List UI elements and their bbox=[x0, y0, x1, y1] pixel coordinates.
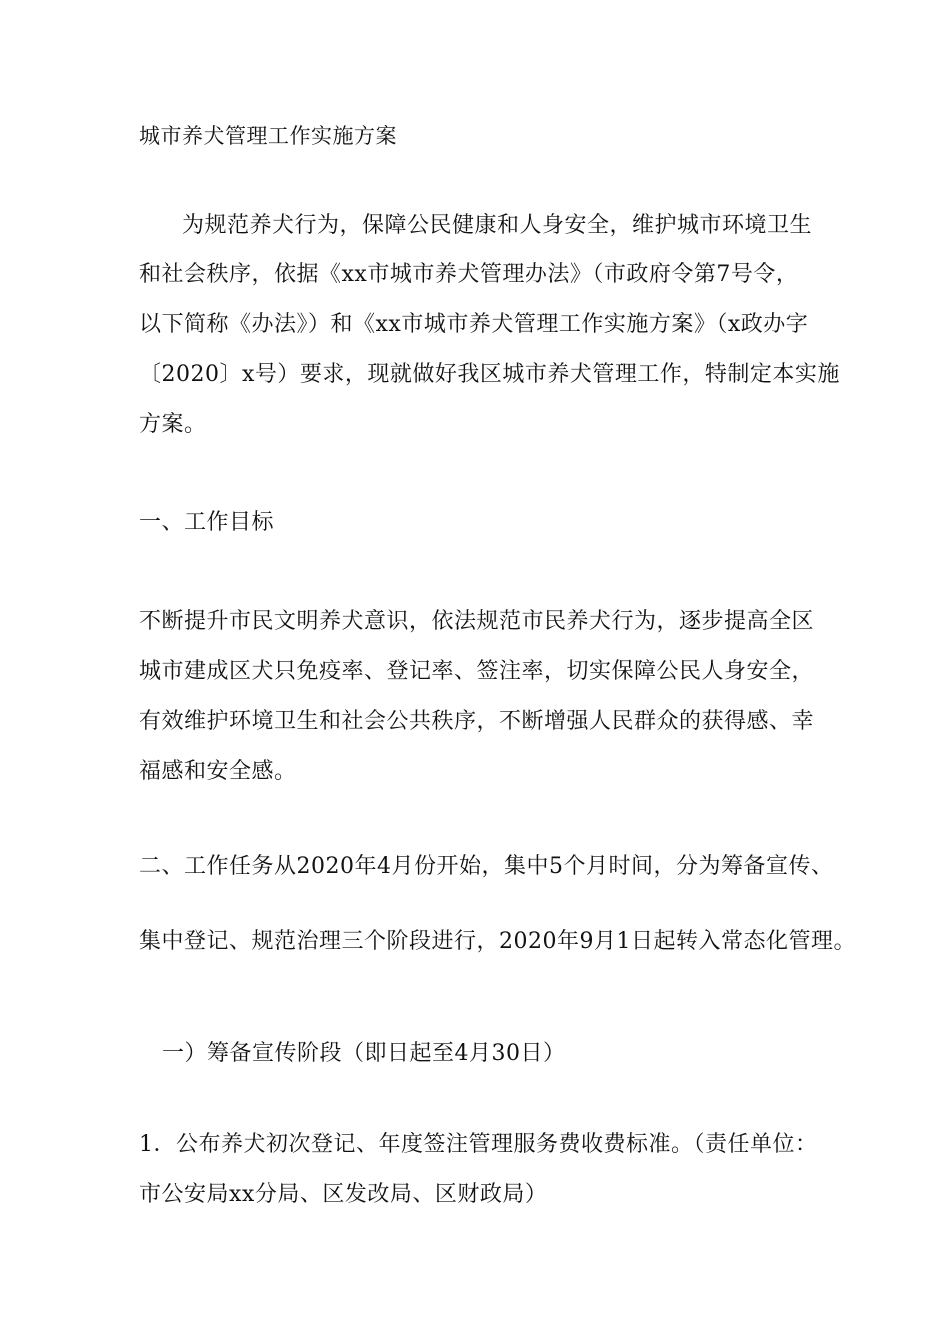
intro-line-4: 〔2020〕x号）要求，现就做好我区城市养犬管理工作，特制定本实施 bbox=[139, 362, 840, 387]
section2-line-1: 二、工作任务从2020年4月份开始，集中5个月时间，分为筹备宣传、 bbox=[139, 854, 834, 879]
section1-line-3: 有效维护环境卫生和社会公共秩序，不断增强人民群众的获得感、幸 bbox=[139, 709, 815, 734]
intro-line-3: 以下简称《办法》）和《xx市城市养犬管理工作实施方案》（x政办字 bbox=[139, 312, 809, 337]
section1-line-1: 不断提升市民文明养犬意识，依法规范市民养犬行为，逐步提高全区 bbox=[139, 609, 815, 634]
item1-line-2: 市公安局xx分局、区发改局、区财政局） bbox=[139, 1182, 548, 1207]
intro-line-1: 为规范养犬行为，保障公民健康和人身安全，维护城市环境卫生 bbox=[182, 213, 813, 238]
item1-line-1: 1．公布养犬初次登记、年度签注管理服务费收费标准。（责任单位： bbox=[139, 1132, 818, 1157]
intro-line-5: 方案。 bbox=[139, 412, 207, 437]
phase1-heading: 一）筹备宣传阶段（即日起至4月30日） bbox=[162, 1041, 566, 1066]
section2-line-2: 集中登记、规范治理三个阶段进行，2020年9月1日起转入常态化管理。 bbox=[139, 929, 856, 954]
section1-heading: 一、工作目标 bbox=[139, 510, 275, 535]
section1-line-4: 福感和安全感。 bbox=[139, 759, 297, 784]
section1-line-2: 城市建成区犬只免疫率、登记率、签注率，切实保障公民人身安全， bbox=[139, 659, 815, 684]
document-title: 城市养犬管理工作实施方案 bbox=[139, 124, 397, 148]
intro-line-2: 和社会秩序，依据《xx市城市养犬管理办法》（市政府令第7号令， bbox=[139, 262, 799, 287]
